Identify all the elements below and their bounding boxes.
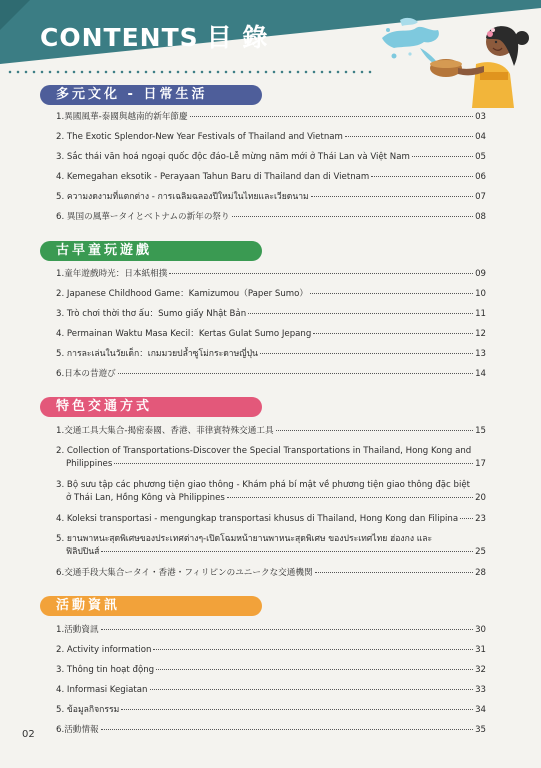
toc-entry[interactable]: [56, 704, 486, 717]
toc-entry[interactable]: [56, 624, 486, 637]
toc-entry[interactable]: [56, 268, 486, 281]
toc-entry[interactable]: [56, 425, 486, 438]
toc-entry[interactable]: [56, 724, 486, 737]
dot-leader: [118, 373, 473, 374]
page-number: 02: [22, 729, 35, 740]
dot-leader: [260, 353, 473, 354]
toc-entry[interactable]: [56, 151, 486, 164]
toc-entry[interactable]: [56, 533, 486, 559]
dot-leader: [227, 497, 473, 498]
toc-entry[interactable]: [56, 479, 486, 505]
toc-entry-title: 4. Permainan Waktu Masa Kecil：Kertas Gulat Sumo Jepang: [56, 329, 312, 339]
toc-entry-title: 1.活動資訊: [56, 625, 99, 635]
dot-leader: [190, 116, 473, 117]
toc-entry-title: 2. Japanese Childhood Game：Kamizumou（Paper Sumo）: [56, 289, 309, 299]
toc-entry-page: 11: [475, 309, 486, 319]
toc-entry-page: 13: [475, 349, 486, 359]
section-title-multicultural-daily-life: 多元文化 - 日常生活: [40, 85, 262, 105]
toc-entry-title: 4. Informasi Kegiatan: [56, 685, 148, 695]
dot-leader: [169, 273, 473, 274]
toc-entry-page: 14: [475, 369, 486, 379]
toc-entry[interactable]: [56, 191, 486, 204]
dot-leader: [101, 551, 473, 552]
toc-entry-title: 3. Trò chơi thời thơ ấu：Sumo giấy Nhật Bản: [56, 309, 247, 319]
toc-entry-title: 5. ข้อมูลกิจกรรม: [56, 705, 120, 715]
dot-leader: [101, 629, 473, 630]
toc-entry-page: 05: [475, 152, 486, 162]
toc-entry[interactable]: [56, 131, 486, 144]
toc-entry-title: 5. การละเล่นในวัยเด็ก：เกมมวยปล้ำซูโม่กระดาษญี่ปุ่น: [56, 349, 258, 359]
dot-leader: [310, 293, 473, 294]
toc-entry-title: 6.活動情報: [56, 725, 99, 735]
toc-entry-page: 34: [475, 705, 486, 715]
toc-entry[interactable]: [56, 513, 486, 526]
toc-entry-title: 2. Activity information: [56, 645, 152, 655]
toc-entry-page: 33: [475, 685, 486, 695]
dot-leader: [313, 333, 473, 334]
toc-entry-title: 3. Bộ sưu tập các phương tiện giao thông - Khám phá bí mật về phương tiện giao thông đặc biệt: [56, 480, 471, 490]
contents-title-en: CONTENTS: [40, 23, 199, 52]
toc-entry-page: 04: [475, 132, 486, 142]
contents-title-zh: 目 錄: [206, 23, 269, 52]
toc-entry-title: 1.童年遊戲時光：日本紙相撲: [56, 269, 168, 279]
toc-entry-title: 3. Sắc thái văn hoá ngoại quốc độc đáo-Lễ mừng năm mới ở Thái Lan và Việt Nam: [56, 152, 410, 162]
toc-entry-page: 28: [475, 568, 486, 578]
contents-title: [40, 18, 268, 54]
dot-leader: [315, 572, 474, 573]
toc-entry-title: 2. The Exotic Splendor-New Year Festivals of Thailand and Vietnam: [56, 132, 343, 142]
toc-entry[interactable]: [56, 348, 486, 361]
toc-entry-page: 25: [475, 547, 486, 557]
toc-entry-page: 03: [475, 112, 486, 122]
toc-entry[interactable]: [56, 111, 486, 124]
toc-entry-page: 30: [475, 625, 486, 635]
toc-entry-title: 2. Collection of Transportations-Discover the Special Transportations in Thailand, Hong Kong and: [56, 446, 472, 456]
toc-entry-title: 1.交通工具大集合-揭密泰國、香港、菲律賓特殊交通工具: [56, 426, 274, 436]
dot-leader: [345, 136, 473, 137]
toc-entry[interactable]: [56, 171, 486, 184]
toc-entry-page: 35: [475, 725, 486, 735]
section-title-activity-info: 活動資訊: [40, 596, 262, 616]
toc-entry[interactable]: [56, 328, 486, 341]
toc-entry-title: 5. ยานพาหนะสุดพิเศษของประเทศต่างๆ-เปิดโฉมหน้ายานพาหนะสุดพิเศษ ของประเทศไทย ฮ่องกง และ: [56, 534, 433, 544]
toc-entry[interactable]: [56, 211, 486, 224]
toc-entry[interactable]: [56, 567, 486, 580]
dot-leader: [114, 463, 473, 464]
toc-entry-page: 23: [475, 514, 486, 524]
toc-entry-page: 10: [475, 289, 486, 299]
toc-entry[interactable]: [56, 288, 486, 301]
dot-leader: [460, 518, 473, 519]
toc-entry[interactable]: [56, 368, 486, 381]
dot-leader: [232, 216, 473, 217]
toc-entry-title: 5. ความงดงามที่แตกต่าง - การเฉลิมฉลองปีใหม่ในไทยและเวียดนาม: [56, 192, 309, 202]
dot-leader: [371, 176, 473, 177]
toc-entry-title-cont: ở Thái Lan, Hồng Kông và Philippines: [66, 493, 225, 503]
dotted-divider: [6, 70, 376, 74]
toc-entry-page: 15: [475, 426, 486, 436]
toc-entry-page: 17: [475, 459, 486, 469]
dot-leader: [412, 156, 473, 157]
toc-entry-title: 6.交通手段大集合ータイ・香港・フィリピンのユニークな交通機関: [56, 568, 313, 578]
toc-entry[interactable]: [56, 644, 486, 657]
toc-entry-title: 1.異國風華-泰國與越南的新年節慶: [56, 112, 188, 122]
toc-entry-page: 20: [475, 493, 486, 503]
toc-entry-page: 31: [475, 645, 486, 655]
toc-entry-page: 09: [475, 269, 486, 279]
girl-splashing-water-illustration: [380, 8, 540, 108]
toc-entry-title: 4. Koleksi transportasi - mengungkap transportasi khusus di Thailand, Hong Kong dan Filipina: [56, 514, 459, 524]
toc-entry-page: 08: [475, 212, 486, 222]
dot-leader: [150, 689, 474, 690]
toc-entry-page: 07: [475, 192, 486, 202]
toc-entry-title-cont: ฟิลิปปินส์: [66, 547, 100, 557]
toc-entry-title: 6.日本の昔遊び: [56, 369, 116, 379]
toc-entry[interactable]: [56, 308, 486, 321]
toc-entry-page: 06: [475, 172, 486, 182]
toc-entry-page: 12: [475, 329, 486, 339]
dot-leader: [276, 430, 474, 431]
toc-entry[interactable]: [56, 664, 486, 677]
toc-entry-title: 3. Thông tin hoạt động: [56, 665, 155, 675]
toc-entry-page: 32: [475, 665, 486, 675]
dot-leader: [121, 709, 473, 710]
section-title-traditional-games: 古早童玩遊戲: [40, 241, 262, 261]
dot-leader: [101, 729, 473, 730]
toc-entry[interactable]: [56, 445, 486, 471]
section-title-special-transport: 特色交通方式: [40, 397, 262, 417]
dot-leader: [248, 313, 473, 314]
dot-leader: [156, 669, 473, 670]
toc-entry-title-cont: Philippines: [66, 459, 113, 469]
toc-entry-title: 6. 異国の風華ータイとベトナムの新年の祭り: [56, 212, 230, 222]
toc-entry-title: 4. Kemegahan eksotik - Perayaan Tahun Baru di Thailand dan di Vietnam: [56, 172, 370, 182]
dot-leader: [311, 196, 473, 197]
dot-leader: [153, 649, 473, 650]
toc-entry[interactable]: [56, 684, 486, 697]
